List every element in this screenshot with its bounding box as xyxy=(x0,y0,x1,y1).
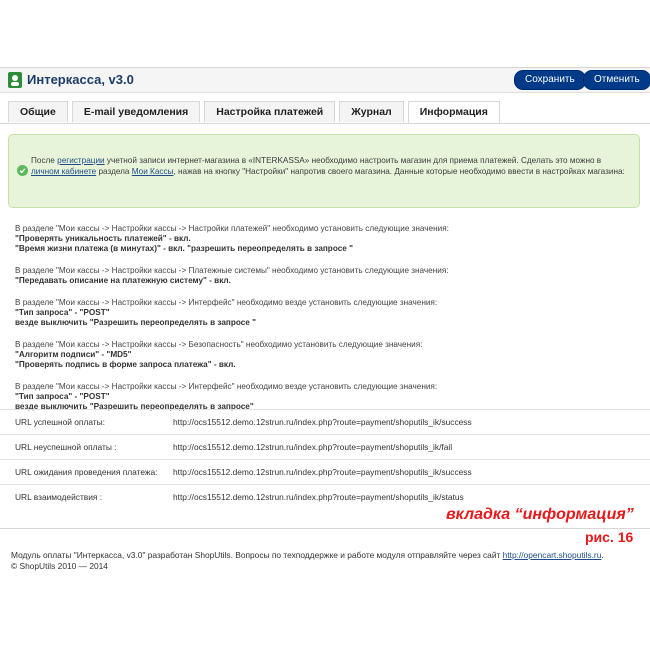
alert-text: учетной записи интернет-магазина в «INTERKASSA» необходимо настроить магазин для приема платежей. Сделать это можно в xyxy=(104,156,602,165)
instruction-line: "Время жизни платежа (в минутах)" - вкл. "разрешить переопределять в запросе " xyxy=(15,244,353,253)
alert-text: раздела xyxy=(96,166,132,176)
instruction-line: "Алгоритм подписи" - "MD5" xyxy=(15,350,132,359)
ok-circle-icon xyxy=(17,165,28,176)
instruction-block xyxy=(15,340,635,370)
url-label: URL неуспешной оплаты : xyxy=(0,435,173,460)
tab-caption: вкладка “информация” xyxy=(446,506,634,523)
alert-text: После xyxy=(31,156,58,165)
tab-bar xyxy=(8,101,504,123)
instruction-intro: В разделе "Мои кассы -> Настройки кассы -> Платежные системы" необходимо установить следующие значения: xyxy=(15,266,449,275)
table-row xyxy=(0,435,650,460)
instruction-block xyxy=(15,224,635,254)
instruction-intro: В разделе "Мои кассы -> Настройки кассы -> Безопасность" необходимо установить следующие значения: xyxy=(15,340,423,349)
url-value: http://ocs15512.demo.12strun.ru/index.php?route=payment/shoputils_ik/success xyxy=(173,460,650,485)
tab-log[interactable]: Журнал xyxy=(339,101,403,122)
save-button[interactable]: Сохранить xyxy=(514,70,586,90)
url-value: http://ocs15512.demo.12strun.ru/index.php?route=payment/shoputils_ik/status xyxy=(173,485,650,510)
footer xyxy=(11,550,604,572)
tab-general[interactable]: Общие xyxy=(8,101,68,122)
instruction-intro: В разделе "Мои кассы -> Настройки кассы -> Интерфейс" необходимо везде установить следующие значения: xyxy=(15,382,438,391)
module-icon xyxy=(8,72,22,88)
url-label: URL ожидания проведения платежа: xyxy=(0,460,173,485)
my-cashboxes-link[interactable]: Мои Кассы xyxy=(131,166,174,176)
instruction-block xyxy=(15,382,635,412)
url-table xyxy=(0,409,650,509)
instruction-line: везде выключить "Разрешить переопределять в запросе" xyxy=(15,402,254,411)
tab-payment-settings[interactable]: Настройка платежей xyxy=(204,101,335,122)
instruction-line: "Передавать описание на платежную систему" - вкл. xyxy=(15,276,231,285)
footer-text: Модуль оплаты "Интеркасса, v3.0" разработан ShopUtils. Вопросы по техподдержке и работе модуля отправляйте через сайт xyxy=(11,550,503,560)
instruction-line: "Тип запроса" - "POST" xyxy=(15,392,110,401)
url-label: URL успешной оплаты: xyxy=(0,410,173,435)
alert-text: , нажав на кнопку "Настройки" напротив своего магазина. Данные которые необходимо ввести в настройках магазина: xyxy=(173,166,625,176)
tabs-divider xyxy=(0,123,650,124)
alert-message xyxy=(31,156,627,177)
instruction-line: "Проверять уникальность платежей" - вкл. xyxy=(15,234,191,243)
instruction-line: "Тип запроса" - "POST" xyxy=(15,308,110,317)
module-panel xyxy=(0,67,650,529)
instructions xyxy=(15,224,635,424)
url-value: http://ocs15512.demo.12strun.ru/index.php?route=payment/shoputils_ik/success xyxy=(173,410,650,435)
page-title: Интеркасса, v3.0 xyxy=(27,72,134,87)
instruction-intro: В разделе "Мои кассы -> Настройки кассы -> Настройки платежей" необходимо установить следующие значения: xyxy=(15,224,449,233)
instruction-line: везде выключить "Разрешить переопределять в запросе " xyxy=(15,318,256,327)
instruction-block xyxy=(15,298,635,328)
registration-link[interactable]: регистрации xyxy=(57,156,105,165)
cancel-button[interactable]: Отменить xyxy=(583,70,650,90)
module-header xyxy=(0,68,650,93)
tab-information[interactable]: Информация xyxy=(408,101,500,123)
personal-cabinet-link[interactable]: личном кабинете xyxy=(31,166,97,176)
table-row xyxy=(0,460,650,485)
tab-email-notifications[interactable]: E-mail уведомления xyxy=(72,101,200,122)
url-label: URL взаимодействия : xyxy=(0,485,173,510)
url-value: http://ocs15512.demo.12strun.ru/index.php?route=payment/shoputils_ik/fail xyxy=(173,435,650,460)
table-row xyxy=(0,410,650,435)
instruction-line: "Проверять подпись в форме запроса платежа" - вкл. xyxy=(15,360,236,369)
support-site-link[interactable]: http://opencart.shoputils.ru xyxy=(502,550,602,560)
figure-number: рис. 16 xyxy=(585,529,634,545)
info-alert xyxy=(8,134,640,208)
instruction-block xyxy=(15,266,635,286)
copyright: © ShopUtils 2010 — 2014 xyxy=(11,561,108,571)
instruction-intro: В разделе "Мои кассы -> Настройки кассы -> Интерфейс" необходимо везде установить следующие значения: xyxy=(15,298,438,307)
footer-text-end: . xyxy=(601,550,604,560)
